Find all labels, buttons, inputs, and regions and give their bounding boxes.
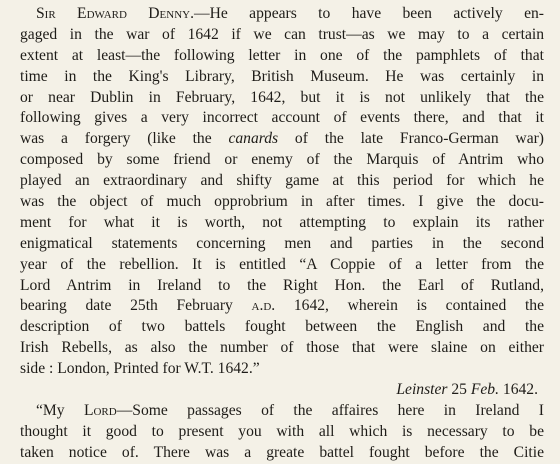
- text-span: of the late Franco-German war): [278, 130, 544, 148]
- text-line: [20, 4, 544, 25]
- italic-word: canards: [228, 130, 279, 148]
- era-abbreviation: a.d.: [251, 297, 276, 315]
- dateline-year: 1642.: [499, 381, 538, 399]
- text-line: [20, 296, 544, 317]
- text-line: composed by some friend or enemy of the Marquis of Antrim who: [20, 151, 544, 169]
- text-line: following gives a very incorrect account of events there, and that it: [20, 109, 544, 127]
- text-line: [20, 129, 544, 150]
- text-line: year of the rebellion. It is entitled “A Coppie of a letter from the: [20, 255, 544, 273]
- text-line: played an extraordinary and shifty game at this period for which he: [20, 172, 544, 190]
- text-line: gaged in the war of 1642 if we can trust—as we may to a certain: [20, 25, 544, 43]
- text-line: Irish Rebells, as also the number of those that were slaine on either: [20, 339, 544, 357]
- text-line: [20, 401, 544, 422]
- dateline-month: Feb.: [470, 381, 500, 399]
- salutation: Lord: [83, 401, 117, 419]
- text-line: thought it good to present you with all which is necessary to be: [20, 422, 544, 440]
- text-line: description of two battels fought between the English and the: [20, 318, 544, 336]
- text-span: 1642, wherein is contained the: [275, 297, 544, 315]
- text-span: “My: [36, 401, 84, 419]
- text-line: side : London, Printed for W.T. 1642.”: [20, 360, 260, 378]
- section-heading: Sir Edward Denny.: [36, 5, 195, 22]
- text-line: extent at least—the following letter in one of the pamphlets of that: [20, 46, 544, 64]
- dateline: [20, 380, 544, 401]
- text-span: —Some passages of the affaires here in Ireland I: [116, 401, 544, 419]
- text-line: Lord Antrim in Ireland to the Right Hon. the Earl of Rutland,: [20, 276, 544, 294]
- text-span: bearing date 25th February: [20, 297, 252, 315]
- text-span: —He appears to have been actively en-: [194, 5, 544, 22]
- text-line: enigmatical statements concerning men and parties in the second: [20, 234, 544, 252]
- text-line: ment for what it is worth, not attempting to explain its rather: [20, 213, 544, 231]
- text-line: time in the King's Library, British Museum. He was certainly in: [20, 67, 544, 85]
- dateline-place: Leinster: [396, 381, 448, 399]
- text-line: taken notice of. There was a greate battel fought before the Citie: [20, 443, 544, 461]
- text-span: was a forgery (like the: [20, 130, 229, 148]
- text-line: was the object of much opprobrium in after times. I give the docu-: [20, 193, 544, 211]
- text-line: or near Dublin in February, 1642, but it is not unlikely that the: [20, 88, 544, 106]
- dateline-day: 25: [447, 381, 471, 399]
